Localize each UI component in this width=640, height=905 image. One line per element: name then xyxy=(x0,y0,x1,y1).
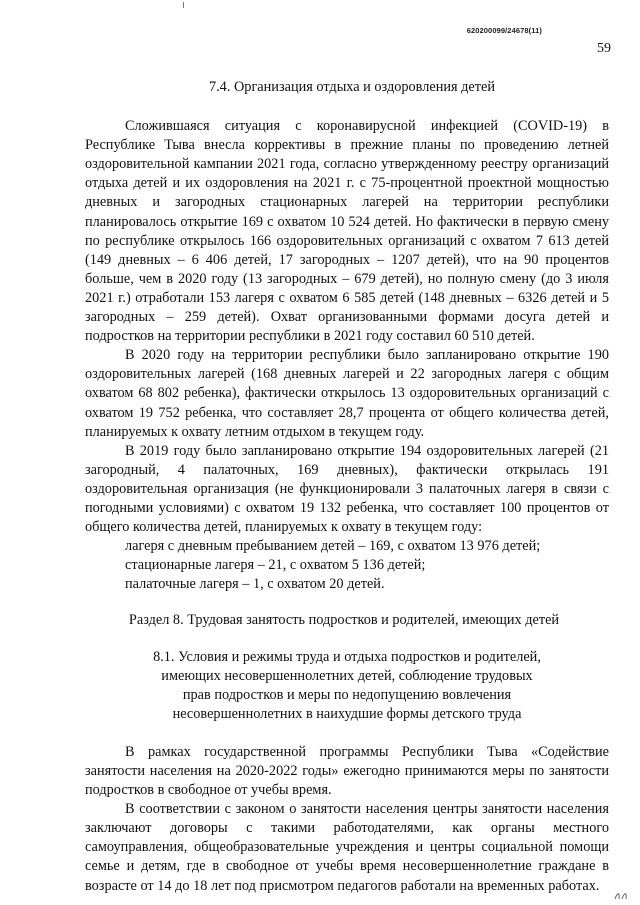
handwritten-mark-icon xyxy=(612,887,630,903)
section-8-1-title-line: имеющих несовершеннолетних детей, соблюдение трудовых xyxy=(161,667,533,684)
section-8-title: Раздел 8. Трудовая занятость подростков и родителей, имеющих детей xyxy=(128,612,560,629)
section-8-1-title xyxy=(132,648,562,724)
paragraph: В 2019 году было запланировано открытие 194 оздоровительных лагерей (21 загородный, 4 палаточных, 169 дневных), фактически открылась 191 оздоровительная организация (не функционировали 3 палаточных лагеря в связи с погодными условиями) с охватом 19 132 ребенка, что составляет 100 процентов от общего количества детей, планируемых к охвату в текущем году: xyxy=(85,442,609,536)
paragraph: В рамках государственной программы Республики Тыва «Содействие занятости населения на 2020-2022 годы» ежегодно принимаются меры по занятости подростков в свободное от учебы время. xyxy=(85,743,609,799)
section-7-4-title: 7.4. Организация отдыха и оздоровления детей xyxy=(208,79,496,95)
list-item: стационарные лагеря – 21, с охватом 5 136 детей; xyxy=(125,557,426,574)
page-number: 59 xyxy=(597,41,611,56)
scan-mark xyxy=(183,2,184,8)
section-8-1-title-line: 8.1. Условия и режимы труда и отдыха подростков и родителей, xyxy=(153,648,541,665)
document-code: 620200099/24678(11) xyxy=(466,26,542,35)
section-8-1-title-line: прав подростков и меры по недопущению вовлечения xyxy=(182,686,512,703)
paragraph: В 2020 году на территории республики было запланировано открытие 190 оздоровительных лагерей (168 дневных лагерей и 22 загородных лагеря с общим охватом 68 802 ребенка), фактически открылось 13 оздоровительных организаций с охватом 19 752 ребенка, что составляет 28,7 процента от общего количества детей, планируемых к охвату летним отдыхом в текущем году. xyxy=(85,347,609,440)
document-body xyxy=(85,78,609,896)
paragraph: Сложившаяся ситуация с коронавирусной инфекцией (COVID-19) в Республике Тыва внесла коррективы в прежние планы по проведению летней оздоровительной кампании 2021 года, согласно утвержденному реестру организаций отдыха детей и их оздоровления на 2021 г. с 75-процентной проектной мощностью дневных и загородных стационарных лагерей на территории республики планировалось открытие 169 с охватом 10 524 детей. Но фактически в первую смену по республике открылось 166 оздоровительных организаций с охватом 7 613 детей (149 дневных – 6 406 детей, 17 загородных – 1207 детей), что на 90 процентов больше, чем в 2020 году (13 загородных – 679 детей), но полную смену (до 3 июля 2021 г.) отработали 153 лагеря с охватом 6 585 детей (148 дневных – 6326 детей и 5 загородных – 259 детей). Охват организованными формами досуга детей и подростков на территории республики в 2021 году составил 60 510 детей. xyxy=(85,118,609,345)
list-item: палаточные лагеря – 1, с охватом 20 детей. xyxy=(125,576,385,593)
paragraph: В соответствии с законом о занятости населения центры занятости населения заключают договоры с такими работодателями, как органы местного самоуправления, общеобразовательные учреждения и центры социальной помощи семье и детям, где в свободное от учебы время несовершеннолетние граждане в возрасте от 14 до 18 лет под присмотром педагогов работали на временных работах. xyxy=(85,801,609,894)
list-item: лагеря с дневным пребыванием детей – 169, с охватом 13 976 детей; xyxy=(125,538,541,555)
section-8-1-title-line: несовершеннолетних в наихудшие формы детского труда xyxy=(172,705,522,722)
